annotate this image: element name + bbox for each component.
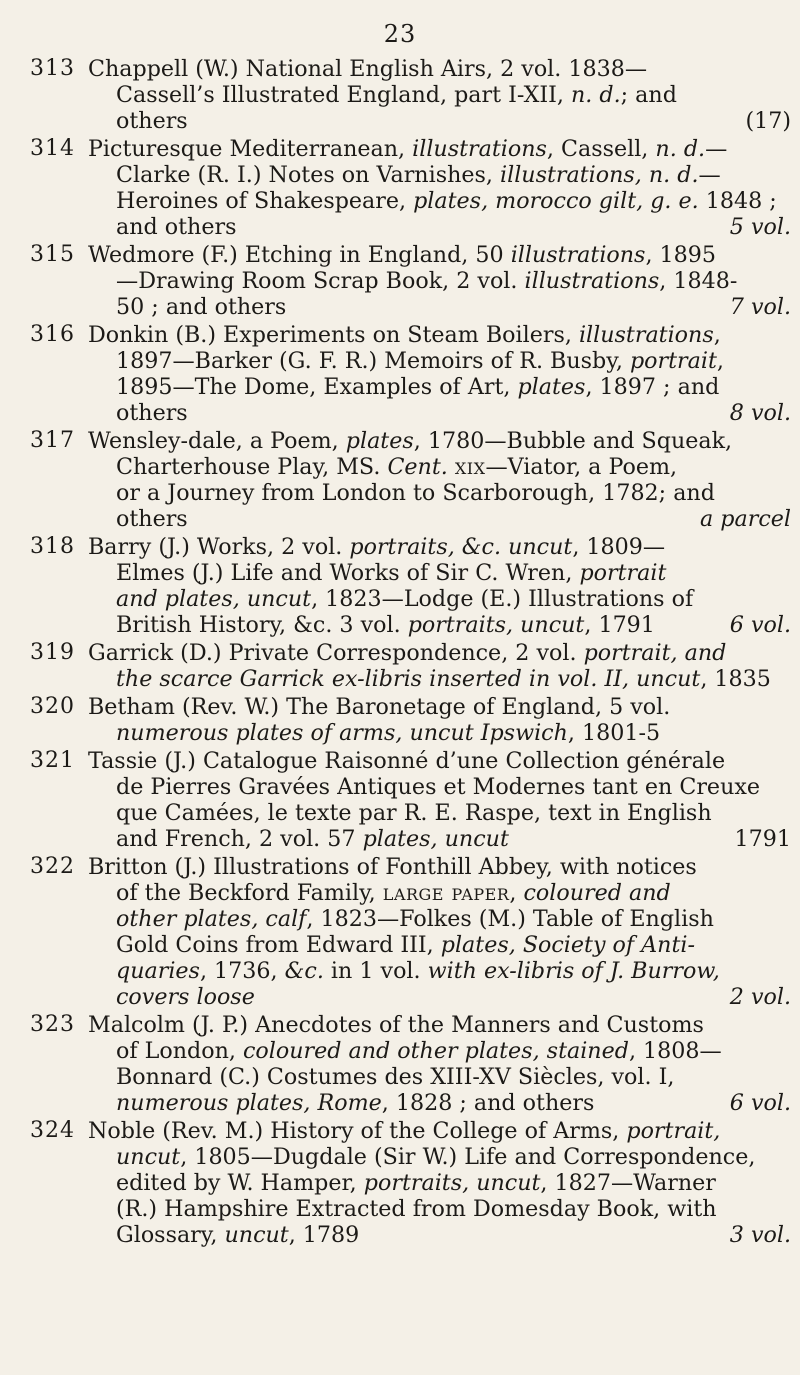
italic-text: plates (345, 428, 414, 454)
italic-text: n. d. (571, 82, 621, 108)
lot-description-line: Chappell (W.) National English Airs, 2 vol. 1838— (88, 56, 648, 82)
lot-description-line: of the Beckford Family, large paper, coloured and (116, 880, 671, 906)
lot-entry (30, 748, 795, 852)
lot-entry (30, 56, 795, 134)
lot-description-line: Malcolm (J. P.) Anecdotes of the Manners and Customs (88, 1012, 704, 1038)
lot-description-line: of London, coloured and other plates, stained, 1808— (116, 1038, 722, 1064)
lot-number: 319 (30, 640, 75, 665)
lot-volume-count: 1791 (734, 826, 791, 852)
lot-description-text: British History, &c. 3 vol. portraits, uncut, 1791 (116, 612, 655, 638)
italic-text: portraits, uncut (363, 1170, 541, 1196)
lot-description-line (88, 400, 795, 426)
lot-description-line: Tassie (J.) Catalogue Raisonné d’une Collection générale (88, 748, 726, 774)
lot-entry (30, 136, 795, 240)
italic-text: other plates, calf (116, 906, 307, 932)
lot-description-line: Charterhouse Play, MS. Cent. xix—Viator, a Poem, (116, 454, 678, 480)
lot-description-line: Britton (J.) Illustrations of Fonthill Abbey, with notices (88, 854, 697, 880)
lot-volume-count: 7 vol. (729, 294, 791, 320)
lot-volume-count: a parcel (700, 506, 791, 532)
lot-description-line: Clarke (R. I.) Notes on Varnishes, illustrations, n. d.— (116, 162, 721, 188)
lot-description-line: and plates, uncut, 1823—Lodge (E.) Illustrations of (116, 586, 694, 612)
lot-description-text: and French, 2 vol. 57 plates, uncut (116, 826, 509, 852)
lot-description-text: 50 ; and others (116, 294, 287, 320)
italic-text: illustrations (412, 136, 547, 162)
lot-description-line (88, 1222, 795, 1248)
lot-description-line: Bonnard (C.) Costumes des XIII-XV Siècles, vol. I, (116, 1064, 675, 1090)
italic-text: uncut (116, 1144, 181, 1170)
lot-number: 321 (30, 748, 75, 773)
italic-text: n. d. (655, 136, 706, 162)
italic-text: Ipswich (480, 720, 568, 746)
lot-description-line: (R.) Hampshire Extracted from Domesday Book, with (116, 1196, 717, 1222)
italic-text: uncut (224, 1222, 289, 1248)
lot-description-line (88, 214, 795, 240)
lot-description-line: uncut, 1805—Dugdale (Sir W.) Life and Correspondence, (116, 1144, 756, 1170)
lot-volume-count: (17) (745, 108, 791, 134)
lot-description-line: other plates, calf, 1823—Folkes (M.) Table of English (116, 906, 714, 932)
lot-volume-count: 2 vol. (729, 984, 791, 1010)
lot-number: 323 (30, 1012, 75, 1037)
lot-description-line: Garrick (D.) Private Correspondence, 2 vol. portrait, and (88, 640, 727, 666)
lot-number: 322 (30, 854, 75, 879)
lot-description-text: others (116, 108, 188, 134)
lot-description-text (116, 984, 255, 1010)
lot-number: 318 (30, 534, 75, 559)
italic-text: with ex-libris of J. Burrow, (427, 958, 720, 984)
lot-list (30, 56, 795, 1250)
lot-description-line: Donkin (B.) Experiments on Steam Boilers, illustrations, (88, 322, 721, 348)
lot-description-line: quaries, 1736, &c. in 1 vol. with ex-libris of J. Burrow, (116, 958, 720, 984)
italic-text: the scarce Garrick ex-libris inserted in vol. II, uncut (116, 666, 701, 692)
italic-text: coloured and other plates, stained (242, 1038, 629, 1064)
lot-volume-count: 6 vol. (729, 1090, 791, 1116)
lot-number: 313 (30, 56, 75, 81)
lot-description-text: others (116, 506, 188, 532)
italic-text: plates (517, 374, 586, 400)
lot-entry (30, 322, 795, 426)
italic-text: portraits, uncut (407, 612, 585, 638)
lot-volume-count: 3 vol. (729, 1222, 791, 1248)
italic-text: portrait, and (583, 640, 727, 666)
italic-text: illustrations (524, 268, 660, 294)
italic-text: illustrations (510, 242, 646, 268)
lot-description-line (88, 826, 795, 852)
italic-text: plates, Society of Anti- (440, 932, 695, 958)
lot-description-text: others (116, 400, 188, 426)
lot-description-line (88, 108, 795, 134)
italic-text: and plates, uncut (116, 586, 312, 612)
italic-text: portrait (629, 348, 717, 374)
lot-description-line: Betham (Rev. W.) The Baronetage of England, 5 vol. (88, 694, 671, 720)
lot-description-line: Wedmore (F.) Etching in England, 50 illustrations, 1895 (88, 242, 717, 268)
lot-entry (30, 1012, 795, 1116)
lot-description-line: de Pierres Gravées Antiques et Modernes tant en Creuxe (116, 774, 761, 800)
lot-entry (30, 1118, 795, 1248)
lot-description-line: Barry (J.) Works, 2 vol. portraits, &c. uncut, 1809— (88, 534, 666, 560)
lot-entry (30, 694, 795, 746)
lot-description-line: Elmes (J.) Life and Works of Sir C. Wren, portrait (116, 560, 667, 586)
lot-number: 315 (30, 242, 75, 267)
italic-text: numerous plates of arms, uncut (116, 720, 474, 746)
lot-description-line (88, 294, 795, 320)
lot-volume-count: 6 vol. (729, 612, 791, 638)
lot-number: 324 (30, 1118, 75, 1143)
lot-description-line (88, 1090, 795, 1116)
small-caps-text: large paper (382, 880, 510, 906)
italic-text: Cent. (387, 454, 448, 480)
lot-entry (30, 242, 795, 320)
italic-text: portrait (579, 560, 667, 586)
italic-text: portrait, (626, 1118, 721, 1144)
lot-description-text: numerous plates, Rome, 1828 ; and others (116, 1090, 595, 1116)
lot-description-line: que Camées, le texte par R. E. Raspe, text in English (116, 800, 712, 826)
italic-text: &c. (284, 958, 324, 984)
lot-entry (30, 854, 795, 1010)
lot-description-line: edited by W. Hamper, portraits, uncut, 1827—Warner (116, 1170, 716, 1196)
italic-text: numerous plates, Rome (116, 1090, 382, 1116)
lot-description-line: Wensley-dale, a Poem, plates, 1780—Bubble and Squeak, (88, 428, 733, 454)
lot-description-line (88, 506, 795, 532)
lot-description-line: —Drawing Room Scrap Book, 2 vol. illustrations, 1848- (116, 268, 738, 294)
lot-description-line: 1897—Barker (G. F. R.) Memoirs of R. Busby, portrait, (116, 348, 724, 374)
italic-text: plates, uncut (362, 826, 509, 852)
italic-text: portraits, &c. uncut (349, 534, 573, 560)
italic-text: coloured and (523, 880, 671, 906)
lot-description-text: and others (116, 214, 237, 240)
lot-description-line: Cassell’s Illustrated England, part I-XII, n. d.; and (116, 82, 677, 108)
italic-text: illustrations (578, 322, 714, 348)
italic-text: plates, morocco gilt, g. e. (413, 188, 699, 214)
page-number: 23 (383, 20, 417, 48)
lot-description-line: Picturesque Mediterranean, illustrations, Cassell, n. d.— (88, 136, 728, 162)
lot-entry (30, 534, 795, 638)
lot-description-line: or a Journey from London to Scarborough, 1782; and (116, 480, 715, 506)
lot-number: 314 (30, 136, 75, 161)
italic-text: illustrations, n. d. (500, 162, 699, 188)
small-caps-text: xix (454, 454, 486, 480)
lot-description-line: Heroines of Shakespeare, plates, morocco gilt, g. e. 1848 ; (116, 188, 777, 214)
lot-number: 316 (30, 322, 75, 347)
lot-description-line: numerous plates of arms, uncut Ipswich, 1801-5 (116, 720, 661, 746)
lot-description-line (88, 984, 795, 1010)
lot-description-line: Noble (Rev. M.) History of the College of Arms, portrait, (88, 1118, 721, 1144)
italic-text: covers loose (116, 984, 255, 1010)
lot-number: 317 (30, 428, 75, 453)
lot-volume-count: 5 vol. (729, 214, 791, 240)
lot-description-line: Gold Coins from Edward III, plates, Society of Anti- (116, 932, 695, 958)
lot-description-line: 1895—The Dome, Examples of Art, plates, 1897 ; and (116, 374, 720, 400)
lot-description-line: the scarce Garrick ex-libris inserted in vol. II, uncut, 1835 (116, 666, 771, 692)
lot-description-text: Glossary, uncut, 1789 (116, 1222, 360, 1248)
lot-volume-count: 8 vol. (729, 400, 791, 426)
italic-text: quaries (116, 958, 200, 984)
lot-entry (30, 640, 795, 692)
lot-number: 320 (30, 694, 75, 719)
lot-entry (30, 428, 795, 532)
lot-description-line (88, 612, 795, 638)
